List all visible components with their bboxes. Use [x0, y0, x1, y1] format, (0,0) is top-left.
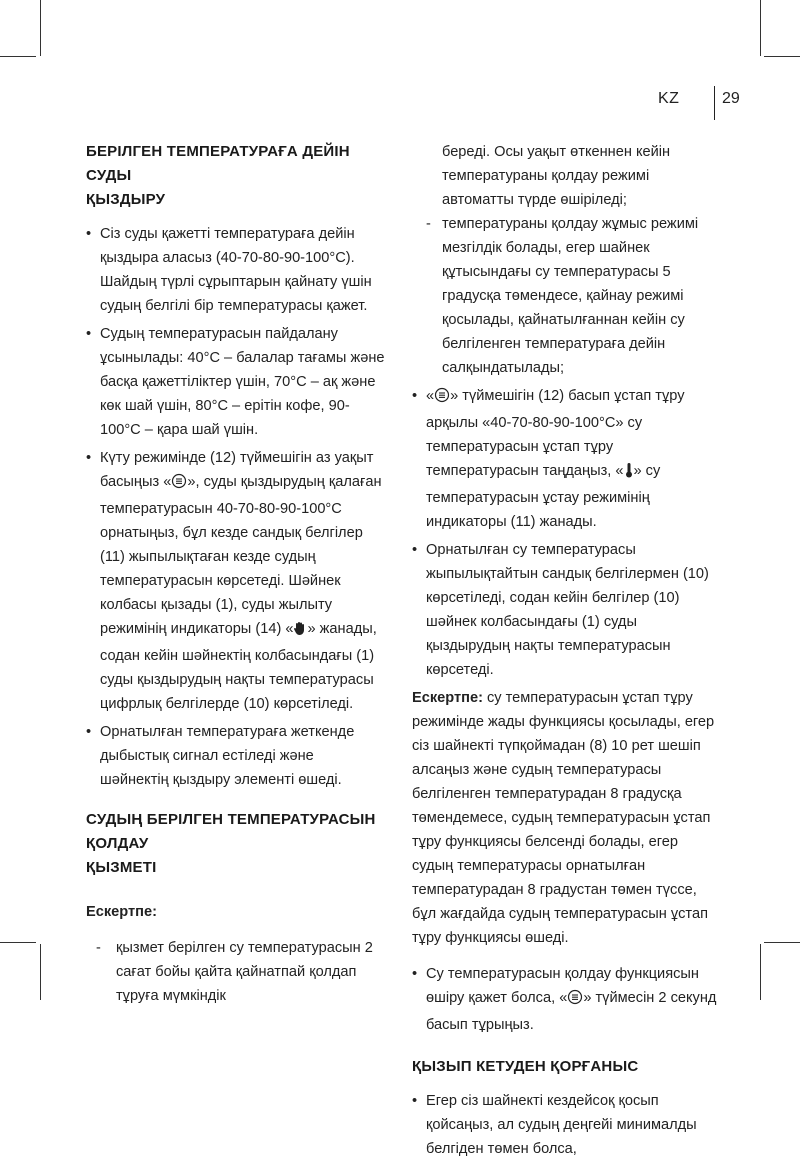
crop-mark	[760, 944, 761, 1000]
overheat-bullet-list	[412, 1089, 718, 1161]
crop-mark	[760, 0, 761, 56]
crop-mark	[40, 944, 41, 1000]
crop-mark	[764, 56, 800, 57]
section-heading-keep-warm: СУДЫҢ БЕРІЛГЕН ТЕМПЕРАТУРАСЫН ҚОЛДАУ ҚЫЗМЕТІ	[86, 811, 376, 876]
crop-mark	[0, 56, 36, 57]
keep-warm-bullet-list	[412, 384, 718, 682]
page-number: 29	[722, 90, 740, 107]
left-column	[86, 140, 386, 1008]
list-item: • Судың температурасын пайдалану ұсынылады: 40°С – балалар тағамы және басқа қажеттіліктер үшін, 70°С – ақ және көк шай үшін, 80°С – ерітін кофе, 90-100°С – қара шай үшін.	[86, 322, 386, 442]
header-divider	[714, 86, 715, 120]
continued-text: береді. Осы уақыт өткеннен кейін температураны қолдау режимі автоматты түрде өшіріледі;	[442, 144, 671, 208]
note-dash-list	[86, 936, 386, 1008]
list-item: • Сіз суды қажетті температураға дейін қыздыра аласыз (40-70-80-90-100°С). Шайдың түрлі сұрыптарын қайнату үшін судың белгілі бір температурасы қажет.	[86, 222, 386, 318]
note-label: Ескертпе:	[86, 904, 157, 920]
temperature-button-icon	[434, 387, 450, 411]
memory-note: Ескертпе: су температурасын ұстап тұру режиміндe жады функциясы қосылады, егер сіз шайнекті түпқоймадан (8) 10 рет шешіп алсаңыз және судың температурасы белгіленген температурадан 8 градусқа төмендемесе, судың температурасын ұстап тұру функциясы белсенді болады, егер судың температурасы орнатылған температурадан 8 градустан төмен түссе, бұл жағдайда судың температурасын ұстап тұру функциясы өшеді.	[412, 690, 715, 946]
crop-mark	[0, 942, 36, 943]
right-column	[412, 140, 718, 1165]
list-item: • Орнатылған су температурасы жыпылықтайтын сандық белгілермен (10) көрсетіледі, содан кейін белгілер (10) шәйнек колбасындағы (1) суды қыздырудың нақты температурасын көрсетеді.	[412, 538, 718, 682]
note-dash-list-continued	[412, 212, 718, 380]
section-heading-overheat-protection: ҚЫЗЫП КЕТУДЕН ҚОРҒАНЫС	[412, 1058, 639, 1075]
crop-mark	[40, 0, 41, 56]
section-heading-heat-to-temperature: БЕРІЛГЕН ТЕМПЕРАТУРАҒА ДЕЙІН СУДЫ ҚЫЗДЫРУ	[86, 143, 350, 208]
heating-hand-icon	[293, 620, 307, 644]
thermometer-icon	[624, 462, 634, 486]
list-item: • Орнатылған температураға жеткенде дыбыстық сигнал естіледі және шәйнектің қыздыру элементі өшеді.	[86, 720, 386, 792]
language-code: KZ	[658, 90, 680, 107]
heat-bullet-list	[86, 222, 386, 792]
list-item: • Күту режимінде (12) түймешігін аз уақыт басыңыз « », суды қыздырудың қалаған температурасын 40-70-80-90-100°С орнатыңыз, бұл кезде сандық белгілер (11) жыпылықтаған кезде судың температурасын көрсетеді. Шәйнек колбасы қызады (1), суды жылыту режимінің индикаторы (14) « » жанады, содан кейін шәйнектің колбасындағы (1) суды қыздырудың нақты температурасы цифрлық белгілерде (10) көрсетіледі.	[86, 446, 386, 716]
temperature-button-icon	[171, 473, 187, 497]
list-item: - қызмет берілген су температурасын 2 сағат бойы қайта қайнатпай қолдап тұруға мүмкіндік	[86, 936, 386, 1008]
temperature-button-icon	[567, 989, 583, 1013]
list-item: • Егер сіз шайнекті кездейсоқ қосып қойсаңыз, ал судың деңгейі минималды белгіден төмен болса,	[412, 1089, 718, 1161]
list-item: - температураны қолдау жұмыс режимі мезгілдік болады, егер шайнек құтысындағы су температурасы 5 градусқа төмендесе, қайнау режимі қосылады, қайнатылғаннан кейін су белгіленген температураға дейін салқындатылады;	[412, 212, 718, 380]
list-item: • Су температурасын қолдау функциясын өшіру қажет болса, « » түймесін 2 секунд басып тұрыңыз.	[412, 962, 718, 1037]
list-item: • « » түймешігін (12) басып ұстап тұру арқылы «40-70-80-90-100°С» су температурасын ұстап тұру температурасын таңдаңыз, « » су температурасын ұстау режимінің индикаторы (11) жанады.	[412, 384, 718, 534]
crop-mark	[764, 942, 800, 943]
